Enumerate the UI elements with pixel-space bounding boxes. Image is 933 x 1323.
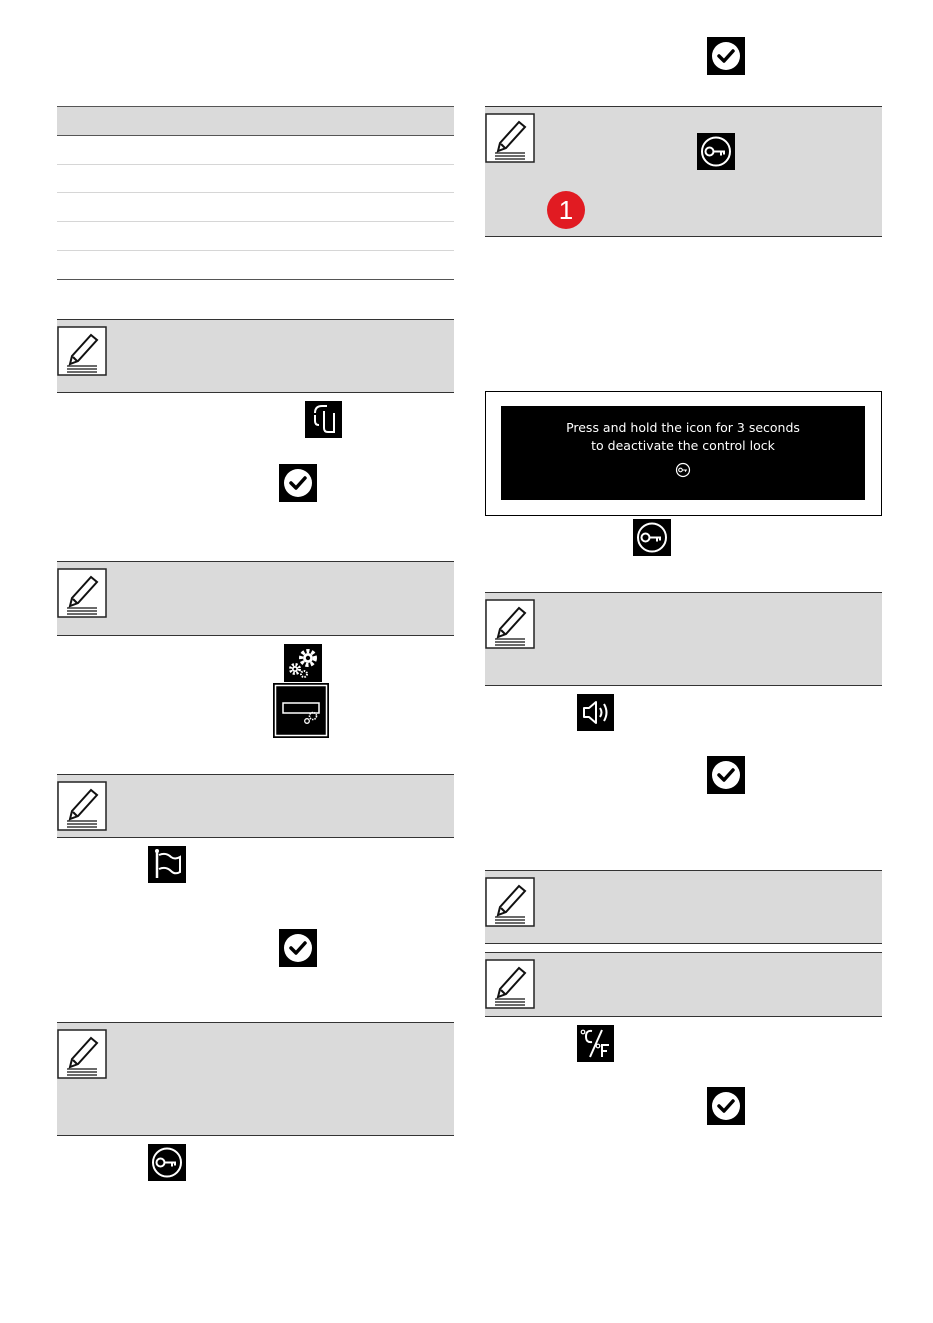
note-box [485, 592, 882, 686]
popup-line-1: Press and hold the icon for 3 seconds [566, 420, 800, 435]
table-top-border [57, 106, 454, 107]
note-box [485, 106, 882, 237]
check-icon[interactable] [279, 929, 317, 967]
table-row-divider [57, 192, 454, 193]
pencil-note-icon [57, 568, 107, 618]
note-box [485, 870, 882, 944]
key-lock-icon[interactable] [697, 133, 735, 170]
check-icon[interactable] [707, 37, 745, 75]
check-icon[interactable] [707, 1087, 745, 1125]
check-icon[interactable] [279, 464, 317, 502]
pencil-note-icon [57, 1029, 107, 1079]
table-bottom-border [57, 279, 454, 280]
speaker-sound-icon[interactable] [577, 694, 614, 731]
table-row-divider [57, 221, 454, 222]
pencil-note-icon [485, 877, 535, 927]
table-header-border [57, 135, 454, 136]
pencil-note-icon [57, 326, 107, 376]
pencil-note-icon [485, 959, 535, 1009]
key-lock-icon[interactable] [148, 1144, 186, 1181]
display-settings-icon[interactable] [273, 683, 329, 738]
water-dispenser-icon[interactable] [305, 401, 342, 438]
note-box [57, 561, 454, 636]
popup-line-2: to deactivate the control lock [591, 438, 775, 453]
pencil-note-icon [485, 599, 535, 649]
note-box [57, 774, 454, 838]
popup-key-icon[interactable] [675, 462, 691, 478]
note-box [57, 319, 454, 393]
note-box [485, 952, 882, 1017]
table-row-divider [57, 164, 454, 165]
table-row-divider [57, 250, 454, 251]
celsius-fahrenheit-icon[interactable] [577, 1025, 614, 1062]
note-box [57, 1022, 454, 1136]
pencil-note-icon [57, 781, 107, 831]
key-lock-icon[interactable] [633, 519, 671, 556]
settings-gears-icon[interactable] [284, 644, 322, 682]
display-popup [501, 406, 865, 500]
table-header [57, 106, 454, 135]
check-icon[interactable] [707, 756, 745, 794]
pencil-note-icon [485, 113, 535, 163]
callout-badge: 1 [547, 191, 585, 229]
flag-language-icon[interactable] [148, 846, 186, 883]
